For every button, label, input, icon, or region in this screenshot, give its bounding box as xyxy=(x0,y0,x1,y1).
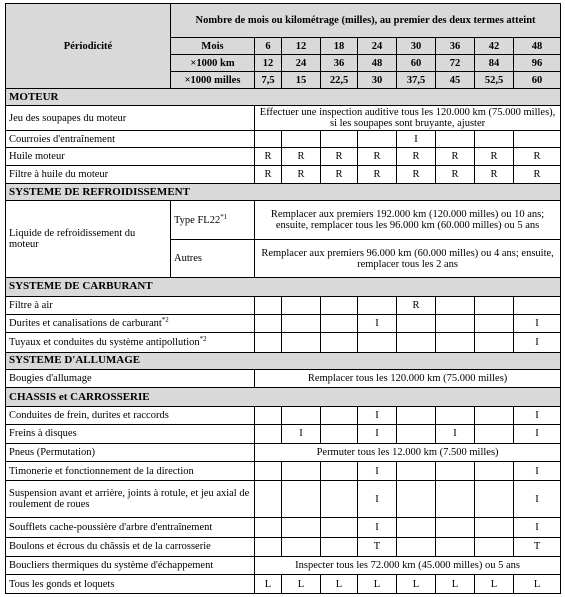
interval-note: Permuter tous les 12.000 km (7.500 milles) xyxy=(255,443,561,461)
item-label-text: Tuyaux et conduites du système antipollution xyxy=(9,337,200,349)
schedule-cell xyxy=(475,131,514,148)
item-label xyxy=(6,461,255,480)
schedule-cell: R xyxy=(358,165,397,183)
item-label xyxy=(6,481,255,518)
header-value: 36 xyxy=(436,38,475,55)
item-label xyxy=(6,333,255,352)
schedule-cell: I xyxy=(514,518,561,537)
table-row xyxy=(6,406,561,424)
schedule-cell xyxy=(436,518,475,537)
header-value: 84 xyxy=(475,55,514,72)
header-value: 18 xyxy=(321,38,358,55)
schedule-cell xyxy=(255,425,282,443)
item-label: Liquide de refroidissement du moteur xyxy=(6,201,171,278)
maintenance-schedule-table xyxy=(5,3,561,594)
item-label-text: Timonerie et fonctionnement de la direction xyxy=(9,465,194,477)
header-row-label: ×1000 km xyxy=(171,55,255,72)
item-label xyxy=(6,557,255,575)
schedule-cell xyxy=(436,131,475,148)
schedule-cell xyxy=(436,461,475,480)
schedule-cell xyxy=(282,537,321,556)
header-value: 96 xyxy=(514,55,561,72)
schedule-cell xyxy=(321,518,358,537)
schedule-cell xyxy=(436,406,475,424)
table-row xyxy=(6,106,561,131)
section-header: SYSTEME D'ALLUMAGE xyxy=(6,352,561,369)
schedule-header xyxy=(6,4,561,89)
footnote-marker: *2 xyxy=(161,316,169,325)
schedule-cell xyxy=(321,333,358,352)
schedule-cell xyxy=(397,425,436,443)
schedule-cell xyxy=(397,314,436,332)
schedule-cell xyxy=(255,518,282,537)
table-row xyxy=(6,333,561,352)
table-row xyxy=(6,461,561,480)
schedule-cell xyxy=(436,537,475,556)
schedule-cell: R xyxy=(514,148,561,165)
section-row xyxy=(6,352,561,369)
schedule-cell xyxy=(514,131,561,148)
schedule-cell xyxy=(321,537,358,556)
section-row xyxy=(6,89,561,106)
schedule-cell xyxy=(255,461,282,480)
item-label xyxy=(6,406,255,424)
schedule-cell: R xyxy=(475,165,514,183)
header-value: 24 xyxy=(358,38,397,55)
header-value: 6 xyxy=(255,38,282,55)
item-label-text: Huile moteur xyxy=(9,151,65,163)
table-row xyxy=(6,537,561,556)
schedule-cell xyxy=(358,131,397,148)
header-value: 36 xyxy=(321,55,358,72)
item-label-text: Soufflets cache-poussière d'arbre d'entraînement xyxy=(9,521,213,533)
schedule-cell xyxy=(282,518,321,537)
schedule-cell: R xyxy=(475,148,514,165)
schedule-cell: R xyxy=(321,165,358,183)
interval-note: Inspecter tous les 72.000 km (45.000 milles) ou 5 ans xyxy=(255,557,561,575)
schedule-cell xyxy=(282,296,321,314)
schedule-cell xyxy=(321,131,358,148)
header-value: 24 xyxy=(282,55,321,72)
header-value: 37,5 xyxy=(397,72,436,89)
schedule-cell xyxy=(321,296,358,314)
schedule-cell: L xyxy=(358,575,397,594)
item-label xyxy=(6,296,255,314)
header-value: 52,5 xyxy=(475,72,514,89)
schedule-cell: I xyxy=(514,333,561,352)
header-value: 45 xyxy=(436,72,475,89)
schedule-cell xyxy=(397,333,436,352)
table-row xyxy=(6,443,561,461)
section-header: SYSTEME DE CARBURANT xyxy=(6,278,561,296)
schedule-cell xyxy=(255,314,282,332)
item-label xyxy=(6,443,255,461)
schedule-cell xyxy=(436,314,475,332)
schedule-cell: I xyxy=(358,481,397,518)
schedule-cell: R xyxy=(255,165,282,183)
section-row xyxy=(6,388,561,406)
table-row xyxy=(6,518,561,537)
item-label xyxy=(6,425,255,443)
schedule-cell xyxy=(475,518,514,537)
header-value: 48 xyxy=(514,38,561,55)
item-label xyxy=(6,106,255,131)
item-label-text: Durites et canalisations de carburant xyxy=(9,318,162,330)
schedule-cell: L xyxy=(282,575,321,594)
schedule-cell xyxy=(397,537,436,556)
header-value: 30 xyxy=(397,38,436,55)
schedule-cell: L xyxy=(321,575,358,594)
schedule-cell: I xyxy=(514,314,561,332)
schedule-cell xyxy=(397,518,436,537)
header-value: 42 xyxy=(475,38,514,55)
item-label-text: Pneus (Permutation) xyxy=(9,446,96,458)
table-row xyxy=(6,314,561,332)
schedule-cell: I xyxy=(397,131,436,148)
item-label xyxy=(6,314,255,332)
item-subtype xyxy=(171,201,255,240)
item-label-text: Autres xyxy=(174,253,202,265)
schedule-cell: I xyxy=(358,461,397,480)
schedule-cell xyxy=(436,333,475,352)
header-value: 22,5 xyxy=(321,72,358,89)
schedule-cell xyxy=(255,406,282,424)
header-value: 12 xyxy=(255,55,282,72)
schedule-cell: R xyxy=(358,148,397,165)
header-row-label: ×1000 milles xyxy=(171,72,255,89)
schedule-cell: R xyxy=(282,165,321,183)
interval-note: Remplacer tous les 120.000 km (75.000 milles) xyxy=(255,370,561,388)
item-label xyxy=(6,537,255,556)
schedule-cell xyxy=(321,406,358,424)
item-label-text: Suspension avant et arrière, joints à rotule, et jeu axial de roulement de roues xyxy=(9,488,250,511)
table-row xyxy=(6,131,561,148)
header-value: 60 xyxy=(514,72,561,89)
schedule-cell xyxy=(475,537,514,556)
header-value: 48 xyxy=(358,55,397,72)
schedule-cell xyxy=(321,481,358,518)
schedule-cell: R xyxy=(514,165,561,183)
item-label xyxy=(6,518,255,537)
schedule-cell xyxy=(397,481,436,518)
schedule-cell: R xyxy=(436,165,475,183)
schedule-cell xyxy=(358,333,397,352)
item-label xyxy=(6,131,255,148)
schedule-cell xyxy=(321,425,358,443)
table-row xyxy=(6,370,561,388)
item-label-text: Bougies d'allumage xyxy=(9,373,92,385)
schedule-cell: I xyxy=(358,406,397,424)
schedule-cell xyxy=(397,461,436,480)
schedule-cell: R xyxy=(282,148,321,165)
interval-title: Nombre de mois ou kilométrage (milles), au premier des deux termes atteint xyxy=(171,4,561,38)
header-value: 72 xyxy=(436,55,475,72)
item-label-text: Freins à disques xyxy=(9,428,77,440)
interval-note: Effectuer une inspection auditive tous les 120.000 km (75.000 milles), si les soupapes sont bruyante, ajuster xyxy=(255,106,561,131)
schedule-cell: I xyxy=(358,425,397,443)
item-label-text: Filtre à air xyxy=(9,299,53,311)
schedule-cell xyxy=(282,333,321,352)
schedule-cell: L xyxy=(436,575,475,594)
item-label xyxy=(6,165,255,183)
header-row-label: Mois xyxy=(171,38,255,55)
schedule-cell: I xyxy=(514,425,561,443)
item-label-text: Boulons et écrous du châssis et de la carrosserie xyxy=(9,541,211,553)
schedule-cell xyxy=(255,537,282,556)
table-row xyxy=(6,557,561,575)
schedule-cell xyxy=(282,461,321,480)
periodicite-header: Périodicité xyxy=(6,4,171,89)
schedule-cell xyxy=(475,481,514,518)
schedule-cell: I xyxy=(514,481,561,518)
section-header: CHASSIS et CARROSSERIE xyxy=(6,388,561,406)
section-row xyxy=(6,278,561,296)
schedule-cell xyxy=(255,481,282,518)
schedule-cell xyxy=(436,296,475,314)
schedule-cell: I xyxy=(358,314,397,332)
schedule-cell xyxy=(514,296,561,314)
item-label-text: Tous les gonds et loquets xyxy=(9,578,115,590)
header-value: 60 xyxy=(397,55,436,72)
schedule-cell: R xyxy=(436,148,475,165)
header-value: 7,5 xyxy=(255,72,282,89)
schedule-cell: L xyxy=(397,575,436,594)
schedule-cell xyxy=(255,131,282,148)
section-header: SYSTEME DE REFROIDISSEMENT xyxy=(6,184,561,201)
header-value: 12 xyxy=(282,38,321,55)
schedule-cell: R xyxy=(321,148,358,165)
item-label-text: Jeu des soupapes du moteur xyxy=(9,112,127,124)
schedule-cell: T xyxy=(514,537,561,556)
item-subtype xyxy=(171,240,255,278)
schedule-cell: I xyxy=(514,461,561,480)
item-label-text: Boucliers thermiques du système d'échappement xyxy=(9,560,214,572)
schedule-cell: R xyxy=(397,148,436,165)
schedule-cell xyxy=(475,406,514,424)
schedule-cell xyxy=(282,131,321,148)
table-row xyxy=(6,148,561,165)
schedule-cell: L xyxy=(255,575,282,594)
schedule-cell: I xyxy=(436,425,475,443)
schedule-cell: L xyxy=(514,575,561,594)
interval-note: Remplacer aux premiers 96.000 km (60.000 milles) ou 4 ans; ensuite, remplacer tous les 2 ans xyxy=(255,240,561,278)
schedule-cell xyxy=(358,296,397,314)
footnote-marker: *2 xyxy=(199,335,207,344)
table-row xyxy=(6,296,561,314)
schedule-cell: T xyxy=(358,537,397,556)
schedule-cell: L xyxy=(475,575,514,594)
schedule-cell xyxy=(475,425,514,443)
schedule-cell xyxy=(321,314,358,332)
section-header: MOTEUR xyxy=(6,89,561,106)
header-value: 30 xyxy=(358,72,397,89)
schedule-cell xyxy=(255,296,282,314)
schedule-cell: I xyxy=(282,425,321,443)
footnote-marker: *1 xyxy=(220,212,228,221)
header-value: 15 xyxy=(282,72,321,89)
item-label-text: Conduites de frein, durites et raccords xyxy=(9,410,169,421)
interval-note: Remplacer aux premiers 192.000 km (120.000 milles) ou 10 ans; ensuite, remplacer tous les 96.000 km (60.000 milles) ou 5 ans xyxy=(255,201,561,240)
schedule-cell xyxy=(475,333,514,352)
schedule-cell: R xyxy=(397,165,436,183)
table-row xyxy=(6,575,561,594)
schedule-cell xyxy=(475,314,514,332)
schedule-cell xyxy=(475,461,514,480)
schedule-cell xyxy=(475,296,514,314)
schedule-cell xyxy=(255,333,282,352)
schedule-cell: I xyxy=(358,518,397,537)
item-label-text: Filtre à huile du moteur xyxy=(9,168,109,180)
section-row xyxy=(6,184,561,201)
schedule-cell xyxy=(397,406,436,424)
schedule-cell: R xyxy=(255,148,282,165)
table-row xyxy=(6,425,561,443)
schedule-cell xyxy=(282,314,321,332)
table-row xyxy=(6,201,561,240)
schedule-body xyxy=(6,89,561,594)
schedule-cell: I xyxy=(514,406,561,424)
schedule-cell xyxy=(436,481,475,518)
item-label-text: Type FL22 xyxy=(174,214,221,226)
item-label xyxy=(6,148,255,165)
schedule-cell xyxy=(282,481,321,518)
schedule-cell xyxy=(282,406,321,424)
item-label xyxy=(6,575,255,594)
table-row xyxy=(6,481,561,518)
item-label-text: Courroies d'entraînement xyxy=(9,133,115,145)
table-row xyxy=(6,165,561,183)
item-label xyxy=(6,370,255,388)
schedule-cell xyxy=(321,461,358,480)
schedule-cell: R xyxy=(397,296,436,314)
